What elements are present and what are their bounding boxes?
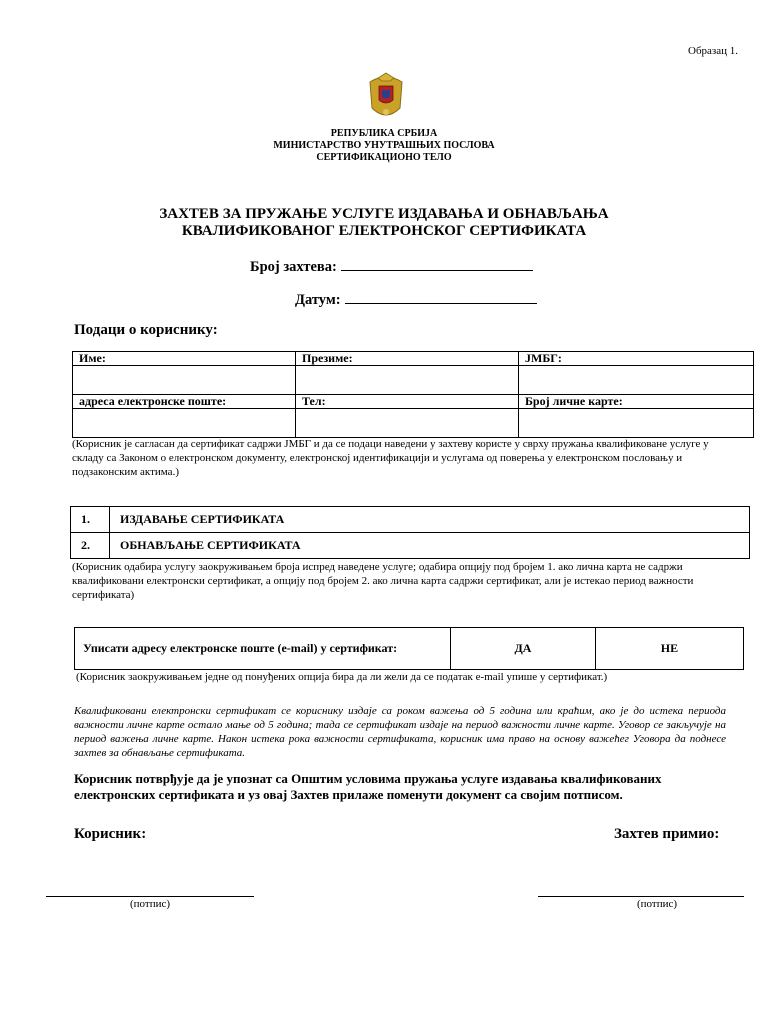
id-card-label: Број личне карте: xyxy=(519,395,754,409)
date-field[interactable] xyxy=(345,289,537,304)
validity-note: Квалификовани електронски сертификат се кориснику издаје са роком важења од 5 година или краћим, ако је до истека периода важности личне карте остало мање од 5 година; тада се сертификат издаје на период важности личне карте. Уговор се закључује на период важења личне карте. Након истека рока важности сертификата, корисник има право на основу важећег Уговора да поднесе захтев за обнављање сертификата. xyxy=(74,705,726,759)
receiver-signature-line[interactable] xyxy=(538,896,744,897)
email-label: адреса електронске поште: xyxy=(73,395,296,409)
user-data-table xyxy=(72,351,754,438)
date-label: Датум: xyxy=(295,292,341,308)
email-question-label: Уписати адресу електронске поште (e-mail) у сертификат: xyxy=(75,628,451,670)
user-signature-label: Корисник: xyxy=(74,826,147,842)
option-issue-label: ИЗДАВАЊЕ СЕРТИФИКАТА xyxy=(110,507,750,533)
jmbg-label: ЈМБГ: xyxy=(519,352,754,366)
form-number: Образац 1. xyxy=(688,45,739,57)
option-issue-number[interactable]: 1. xyxy=(71,507,110,533)
request-number-row xyxy=(250,256,533,276)
document-title-line1: ЗАХТЕВ ЗА ПРУЖАЊЕ УСЛУГЕ ИЗДАВАЊА И ОБНАВЉАЊА xyxy=(159,206,609,222)
email-yes-option[interactable]: ДА xyxy=(451,628,596,670)
phone-label: Тел: xyxy=(296,395,519,409)
date-row xyxy=(295,289,537,309)
received-by-label: Захтев примио: xyxy=(614,826,720,842)
email-in-certificate-table xyxy=(74,627,744,670)
last-name-field[interactable] xyxy=(296,366,519,395)
request-number-label: Број захтева: xyxy=(250,259,337,275)
document-title-line2: КВАЛИФИКОВАНОГ ЕЛЕКТРОНСКОГ СЕРТИФИКАТА xyxy=(181,223,587,239)
last-name-label: Презиме: xyxy=(296,352,519,366)
first-name-label: Име: xyxy=(73,352,296,366)
receiver-signature-caption: (потпис) xyxy=(636,898,678,910)
email-no-option[interactable]: НЕ xyxy=(595,628,743,670)
header-republic: РЕПУБЛИКА СРБИЈА xyxy=(330,128,438,139)
header-ministry: МИНИСТАРСТВО УНУТРАШЊИХ ПОСЛОВА xyxy=(273,140,495,151)
option-renew-label: ОБНАВЉАЊЕ СЕРТИФИКАТА xyxy=(110,533,750,559)
jmbg-field[interactable] xyxy=(519,366,754,395)
coat-of-arms-icon xyxy=(366,72,406,124)
options-note: (Корисник одабира услугу заокруживањем броја испред наведене услуге; одабира опцију под бројем 1. ако лична карта не садржи квалификовани електронски сертификат, а опцију под бројем 2. ако лична карта садржи сертификат, али је истекао период важности сертификата) xyxy=(72,561,694,601)
user-signature-line[interactable] xyxy=(46,896,254,897)
request-number-field[interactable] xyxy=(341,256,533,271)
email-note: (Корисник заокруживањем једне од понуђених опција бира да ли жели да се податак e-mail упише у сертификат.) xyxy=(76,671,608,683)
confirmation-text: Корисник потврђује да је упознат са Општим условима пружања услуге издавања квалификованих електронских сертификата и уз овај Захтев прилаже поменути документ са својим потписом. xyxy=(74,771,662,802)
header-cert-body: СЕРТИФИКАЦИОНО ТЕЛО xyxy=(316,152,452,163)
option-renew-row[interactable] xyxy=(71,533,750,559)
phone-field[interactable] xyxy=(296,409,519,438)
user-signature-caption: (потпис) xyxy=(129,898,171,910)
consent-note: (Корисник је сагласан да сертификат садржи ЈМБГ и да се подаци наведени у захтеву користе у сврху пружања квалификоване услуге у складу са Законом о електронском документу, електронској идентификацији и услугама од поверења у електронском пословању и подзаконским актима.) xyxy=(72,438,709,478)
option-issue-row[interactable] xyxy=(71,507,750,533)
service-options-table xyxy=(70,506,750,559)
user-section-title: Подаци о кориснику: xyxy=(74,322,218,338)
first-name-field[interactable] xyxy=(73,366,296,395)
id-card-field[interactable] xyxy=(519,409,754,438)
option-renew-number[interactable]: 2. xyxy=(71,533,110,559)
email-field[interactable] xyxy=(73,409,296,438)
